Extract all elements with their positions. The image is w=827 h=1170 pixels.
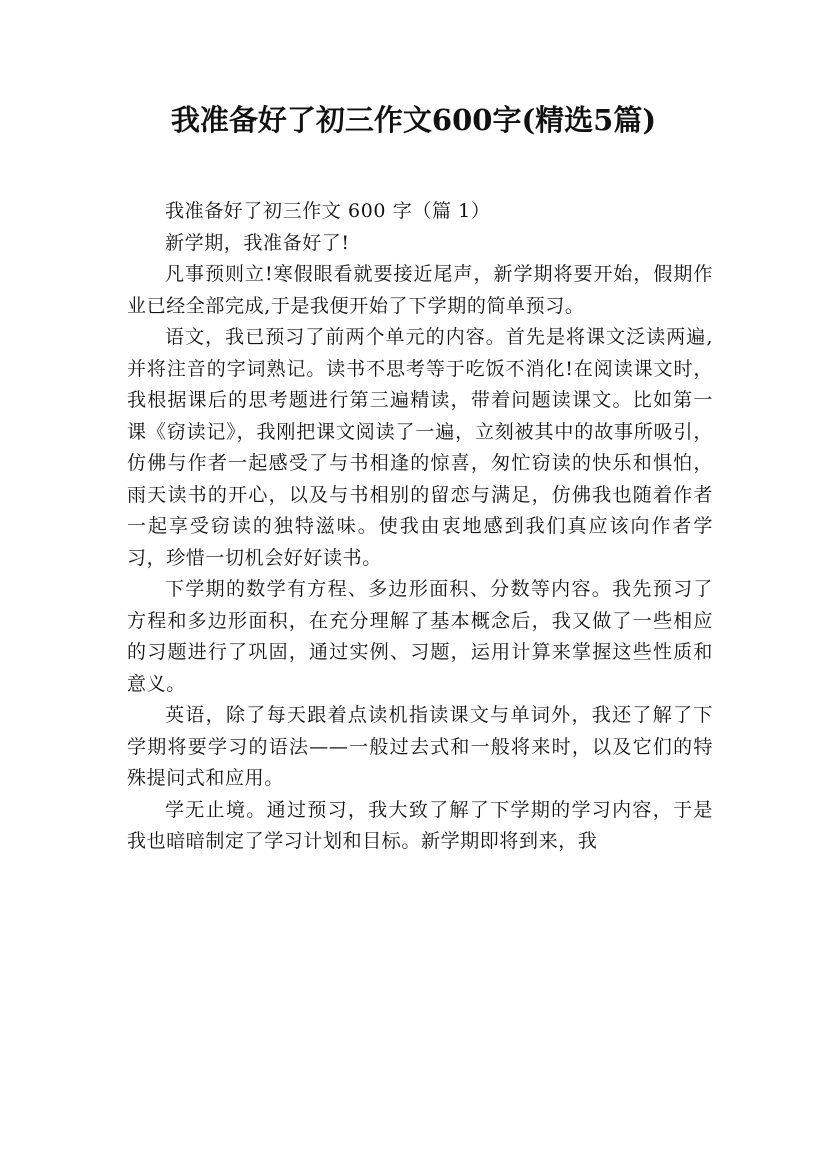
paragraph: 学无止境。通过预习，我大致了解了下学期的学习内容，于是我也暗暗制定了学习计划和目标。新学期即将到来，我 [127, 798, 713, 852]
paragraph-heading: 我准备好了初三作文 600 字（篇 1） [165, 200, 491, 222]
document-title: 我准备好了初三作文600字(精选5篇) [170, 103, 657, 137]
paragraph: 下学期的数学有方程、多边形面积、分数等内容。我先预习了方程和多边形面积，在充分理解了基本概念后，我又做了一些相应的习题进行了巩固，通过实例、习题，运用计算来掌握这些性质和意义。 [127, 578, 713, 695]
paragraph: 凡事预则立!寒假眼看就要接近尾声，新学期将要开始，假期作业已经全部完成,于是我便开始了下学期的简单预习。 [127, 263, 713, 317]
paragraph: 英语，除了每天跟着点读机指读课文与单词外，我还了解了下学期将要学习的语法——一般过去式和一般将来时，以及它们的特殊提问式和应用。 [127, 704, 713, 789]
document-body [127, 196, 713, 858]
paragraph: 语文，我已预习了前两个单元的内容。首先是将课文泛读两遍,并将注音的字词熟记。读书不思考等于吃饭不消化!在阅读课文时，我根据课后的思考题进行第三遍精读，带着问题读课文。比如第一课《窃读记》，我刚把课文阅读了一遍，立刻被其中的故事所吸引，仿佛与作者一起感受了与书相逢的惊喜，匆忙窃读的快乐和惧怕，雨天读书的开心，以及与书相别的留恋与满足，仿佛我也随着作者一起享受窃读的独特滋味。使我由衷地感到我们真应该向作者学习，珍惜一切机会好好读书。 [127, 326, 713, 569]
paragraph: 新学期，我准备好了! [165, 231, 350, 254]
